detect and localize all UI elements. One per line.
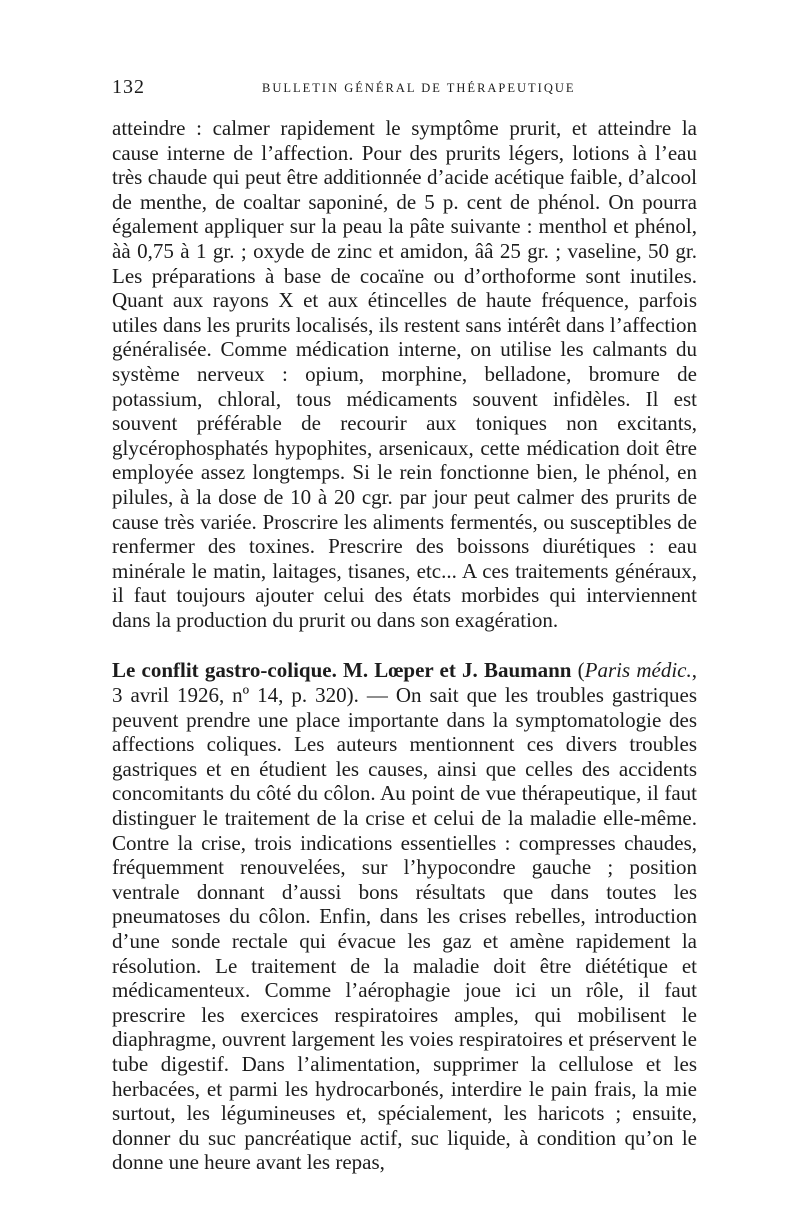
running-title: BULLETIN GÉNÉRAL DE THÉRAPEUTIQUE: [262, 81, 576, 95]
reference-open: (: [571, 658, 585, 683]
article-text: — On sait que les troubles gastriques peuvent prendre une place importante dans la symptomatologie des affections coliques. Les auteurs mentionnent ces divers troubles gastriques et en étudient les causes, ainsi que celles des accidents concomitants du côté du côlon. Au point de vue thérapeutique, il faut distinguer le traitement de la crise et celui de la maladie elle-même. Contre la crise, trois indications essentielles : compresses chaudes, fréquemment renouvelées, sur l’hypocondre gauche ; position ventrale donnant d’aussi bons résultats que dans toutes les pneumatoses du côlon. Enfin, dans les crises rebelles, introduction d’une sonde rectale qui évacue les gaz et amène rapidement la résolution. Le traitement de la maladie doit être diététique et médicamenteux. Comme l’aérophagie joue ici un rôle, il faut prescrire les exercices respiratoires amples, qui mobilisent le diaphragme, ouvrent largement les voies respiratoires et préservent le tube digestif. Dans l’alimentation, supprimer la cellulose et les herbacées, et parmi les hydrocarbonés, interdire le pain frais, la mie surtout, les légumineuses et, spécialement, les haricots ; ensuite, donner du suc pancréatique actif, suc liquide, à condition qu’on le donne une heure avant les repas,: [112, 683, 697, 1175]
paragraph-prurit-treatment: atteindre : calmer rapidement le symptôme prurit, et atteindre la cause interne de l’affection. Pour des prurits légers, lotions à l’eau très chaude qui peut être additionnée d’acide acétique faible, d’alcool de menthe, de coaltar saponiné, de 5 p. cent de phénol. On pourra également appliquer sur la peau la pâte suivante : menthol et phénol, àà 0,75 à 1 gr. ; oxyde de zinc et amidon, ââ 25 gr. ; vaseline, 50 gr. Les préparations à base de cocaïne ou d’orthoforme sont inutiles. Quant aux rayons X et aux étincelles de haute fréquence, parfois utiles dans les prurits localisés, ils restent sans intérêt dans l’affection généralisée. Comme médication interne, on utilise les calmants du système nerveux : opium, morphine, belladone, bromure de potassium, chloral, tous médicaments souvent infidèles. Il est souvent préférable de recourir aux toniques non excitants, glycérophosphatés hypophites, arsenicaux, cette médication doit être employée assez longtemps. Si le rein fonctionne bien, le phénol, en pilules, à la dose de 10 à 20 cgr. par jour peut calmer des prurits de cause très variée. Proscrire les aliments fermentés, ou susceptibles de renfermer des toxines. Prescrire des boissons diurétiques : eau minérale le matin, laitages, tisanes, etc... A ces traitements généraux, il faut toujours ajouter celui des états morbides qui interviennent dans la production du prurit ou dans son exagération.: [112, 116, 697, 632]
article-heading: Le conflit gastro-colique. M. Lœper et J. Baumann: [112, 658, 572, 683]
body-text: [112, 116, 697, 1175]
paragraph-conflit-gastro-colique: [112, 658, 697, 1174]
journal-reference: Paris médic.: [584, 658, 692, 683]
page-header: [112, 76, 697, 100]
page-number: 132: [112, 76, 145, 98]
reference-details: , 3 avril 1926, nº 14, p. 320).: [112, 658, 697, 708]
